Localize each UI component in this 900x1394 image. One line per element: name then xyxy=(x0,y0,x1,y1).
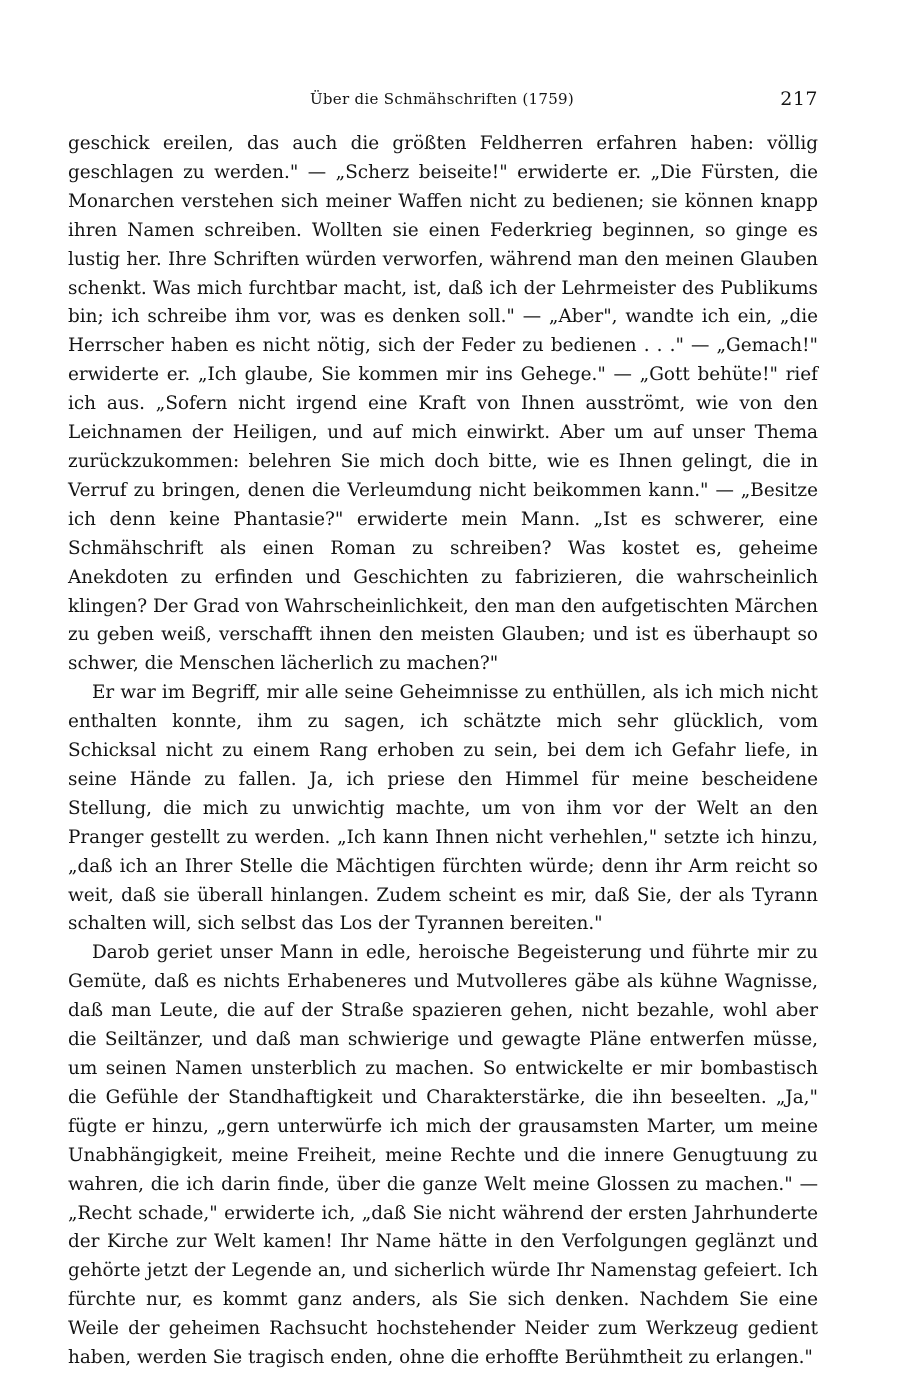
paragraph-continuation: geschick ereilen, das auch die größten Feldherren erfahren haben: völlig geschlagen zu werden." — „Scherz beiseite!" erwiderte er. „Die Fürsten, die Monarchen verstehen sich meiner Waffen nicht zu bedienen; sie können knapp ihren Namen schreiben. Wollten sie einen Federkrieg beginnen, so ginge es lustig her. Ihre Schriften würden verworfen, während man den meinen Glauben schenkt. Was mich furchtbar macht, ist, daß ich der Lehrmeister des Publikums bin; ich schreibe ihm vor, was es denken soll." — „Aber", wandte ich ein, „die Herrscher haben es nicht nötig, sich der Feder zu bedienen . . ." — „Gemach!" erwiderte er. „Ich glaube, Sie kommen mir ins Gehege." — „Gott behüte!" rief ich aus. „Sofern nicht irgend eine Kraft von Ihnen ausströmt, wie von den Leichnamen der Heiligen, und auf mich einwirkt. Aber um auf unser Thema zurückzukommen: belehren Sie mich doch bitte, wie es Ihnen gelingt, die in Verruf zu bringen, denen die Verleumdung nicht beikommen kann." — „Besitze ich denn keine Phantasie?" erwiderte mein Mann. „Ist es schwerer, eine Schmähschrift als einen Roman zu schreiben? Was kostet es, geheime Anekdoten zu erfinden und Geschichten zu fabrizieren, die wahrscheinlich klingen? Der Grad von Wahrscheinlichkeit, den man den aufgetischten Märchen zu geben weiß, verschafft ihnen den meisten Glauben; und ist es überhaupt so schwer, die Menschen lächerlich zu machen?" xyxy=(68,133,818,675)
body-text xyxy=(68,130,818,1373)
running-title: Über die Schmähschriften (1759) xyxy=(309,90,575,108)
paragraph: Darob geriet unser Mann in edle, heroische Begeisterung und führte mir zu Gemüte, daß es nichts Erhabeneres und Mutvolleres gäbe als kühne Wagnisse, daß man Leute, die auf der Straße spazieren gehen, nicht bezahle, wohl aber die Seiltänzer, und daß man schwierige und gewagte Pläne entwerfen müsse, um seinen Namen unsterblich zu machen. So entwickelte er mir bombastisch die Gefühle der Standhaftigkeit und Charakterstärke, die ihn beseelten. „Ja," fügte er hinzu, „gern unterwürfe ich mich der grausamsten Marter, um meine Unabhängigkeit, meine Freiheit, meine Rechte und die innere Genugtuung zu wahren, die ich darin finde, über die ganze Welt meine Glossen zu machen." — „Recht schade," erwiderte ich, „daß Sie nicht während der ersten Jahrhunderte der Kirche zur Welt kamen! Ihr Name hätte in den Verfolgungen geglänzt und gehörte jetzt der Legende an, und sicherlich würde Ihr Namenstag gefeiert. Ich fürchte nur, es kommt ganz anders, als Sie sich denken. Nachdem Sie eine Weile der geheimen Rachsucht hochstehender Neider zum Werkzeug gedient haben, werden Sie tragisch enden, ohne die erhoffte Berühmtheit zu erlangen." xyxy=(68,942,818,1369)
running-head xyxy=(66,84,818,114)
paragraph: Er war im Begriff, mir alle seine Geheimnisse zu enthüllen, als ich mich nicht enthalten konnte, ihm zu sagen, ich schätzte mich sehr glücklich, vom Schicksal nicht zu einem Rang erhoben zu sein, bei dem ich Gefahr liefe, in seine Hände zu fallen. Ja, ich priese den Himmel für meine bescheidene Stellung, die mich zu unwichtig machte, um von ihm vor der Welt an den Pranger gestellt zu werden. „Ich kann Ihnen nicht verhehlen," setzte ich hinzu, „daß ich an Ihrer Stelle die Mächtigen fürchten würde; denn ihr Arm reicht so weit, daß sie überall hinlangen. Zudem scheint es mir, daß Sie, der als Tyrann schalten will, sich selbst das Los der Tyrannen bereiten." xyxy=(68,682,818,935)
page-number: 217 xyxy=(780,88,818,110)
